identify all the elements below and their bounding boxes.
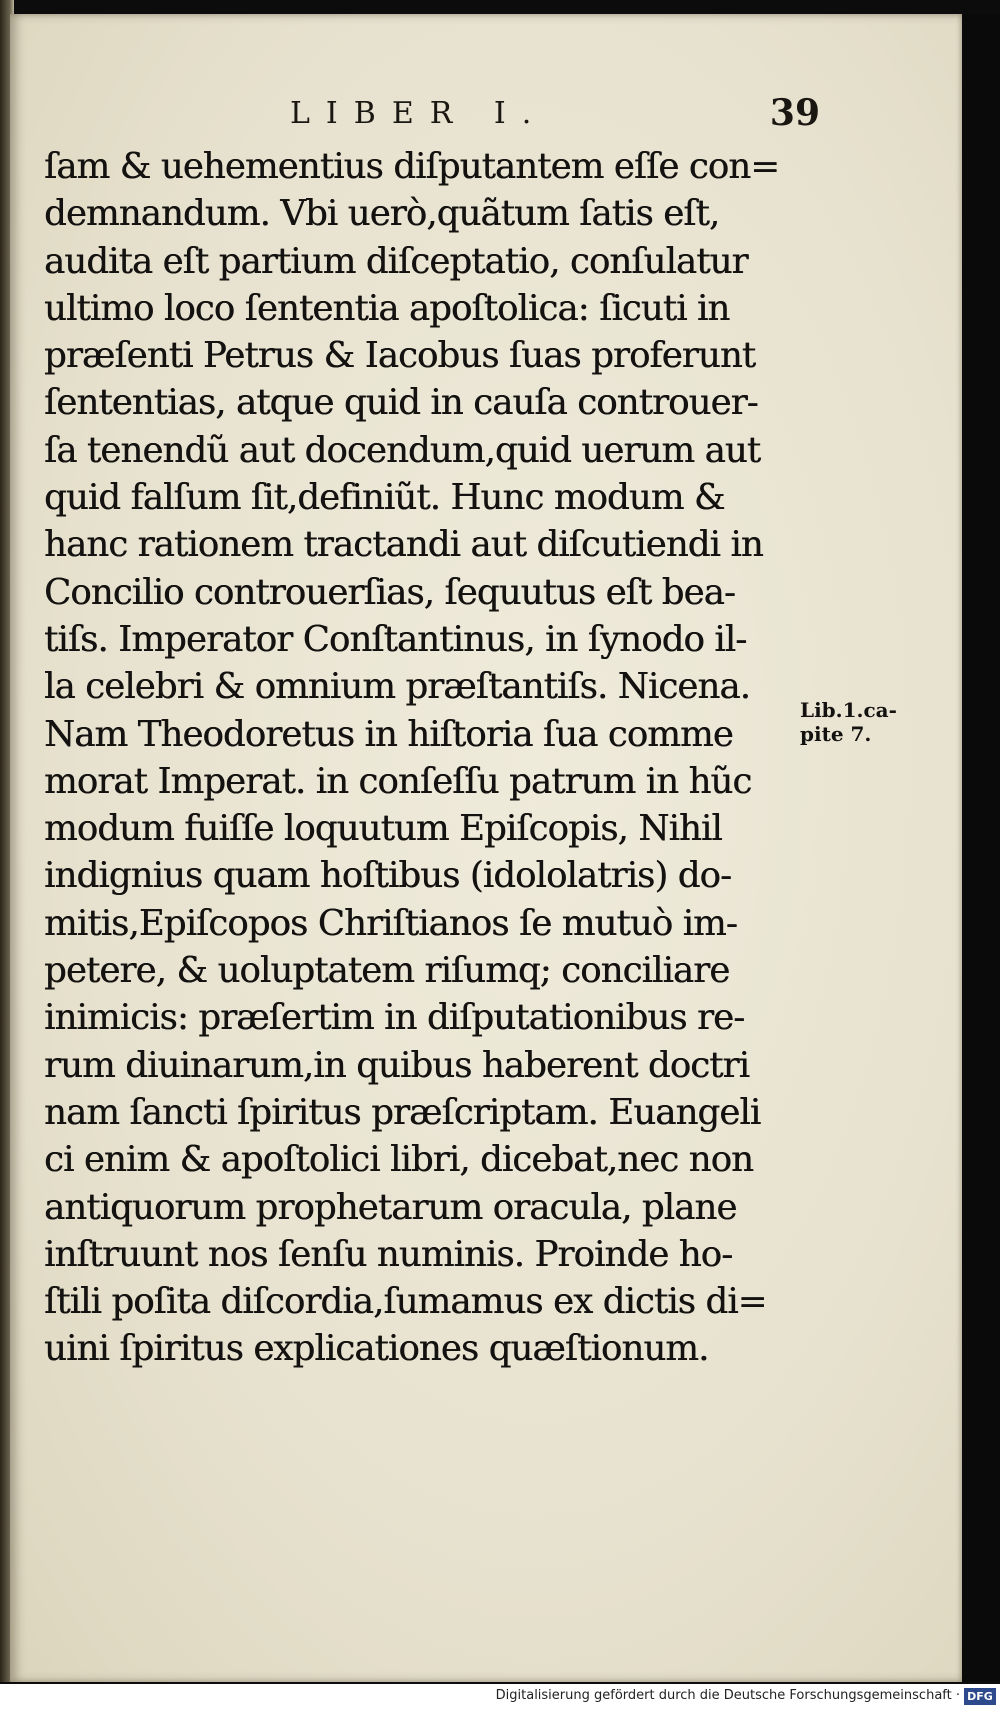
text-line: ſam & uehementius diſputantem eſſe con= [44,146,780,187]
marginal-note-line: pite 7. [800,722,872,746]
text-line: ſententias, atque quid in cauſa controuer- [44,382,758,424]
text-line: morat Imperat. in conſeſſu patrum in hũc [44,760,752,802]
text-line: ultimo loco ſententia apoſtolica: ſicuti in [44,287,730,329]
text-line: rum diuinarum,in quibus haberent doctri [44,1044,750,1086]
text-line: uini ſpiritus explicationes quæſtionum. [44,1328,709,1370]
marginal-note [800,698,910,746]
marginal-note-line: Lib.1.ca- [800,698,897,722]
text-line: ſa tenendũ aut docendum,quid uerum aut [44,429,761,471]
text-line: modum fuiſſe loquutum Epiſcopis, Nihil [44,808,722,850]
text-line: audita eſt partium diſceptatio, conſulatur [44,240,748,282]
text-line: quid falſum ſit,definiũt. Hunc modum & [44,477,725,519]
text-line: Concilio controuerſias, ſequutus eſt bea- [44,571,735,613]
text-line: la celebri & omnium præſtantiſs. Nicena. [44,666,750,708]
digitization-credit: Digitalisierung gefördert durch die Deutsche Forschungsgemeinschaft · [495,1688,960,1703]
page-number: 39 [769,92,820,134]
dfg-logo: DFG [964,1688,996,1705]
text-line: inimicis: præſertim in diſputationibus re- [44,997,745,1039]
text-line: ſtili poſita diſcordia,ſumamus ex dictis di= [44,1281,767,1323]
footer-bar [0,1682,1000,1710]
text-line: hanc rationem tractandi aut diſcutiendi in [44,524,763,566]
page-header [290,92,850,146]
text-line: indignius quam hoſtibus (idololatris) do- [44,855,732,897]
text-line: inſtruunt nos ſenſu numinis. Proinde ho- [44,1233,733,1275]
text-line: ci enim & apoſtolici libri, dicebat,nec non [44,1139,754,1181]
text-line: nam ſancti ſpiritus præſcriptam. Euangeli [44,1091,761,1133]
text-line: petere, & uoluptatem riſumq; conciliare [44,950,730,992]
text-line: tiſs. Imperator Conſtantinus, in ſynodo il- [44,618,747,660]
text-line: præſenti Petrus & Iacobus ſuas proferunt [44,335,756,377]
text-line: antiquorum prophetarum oracula, plane [44,1186,737,1228]
text-line: mitis,Epiſcopos Chriſtianos ſe mutuò im- [44,902,737,944]
text-line: Nam Theodoretus in hiſtoria ſua comme [44,713,733,755]
scan-border [962,14,1000,1682]
body-text [44,143,804,1373]
running-head: LIBER I. [290,96,548,131]
text-line: demnandum. Vbi uerò,quãtum ſatis eſt, [44,193,720,235]
